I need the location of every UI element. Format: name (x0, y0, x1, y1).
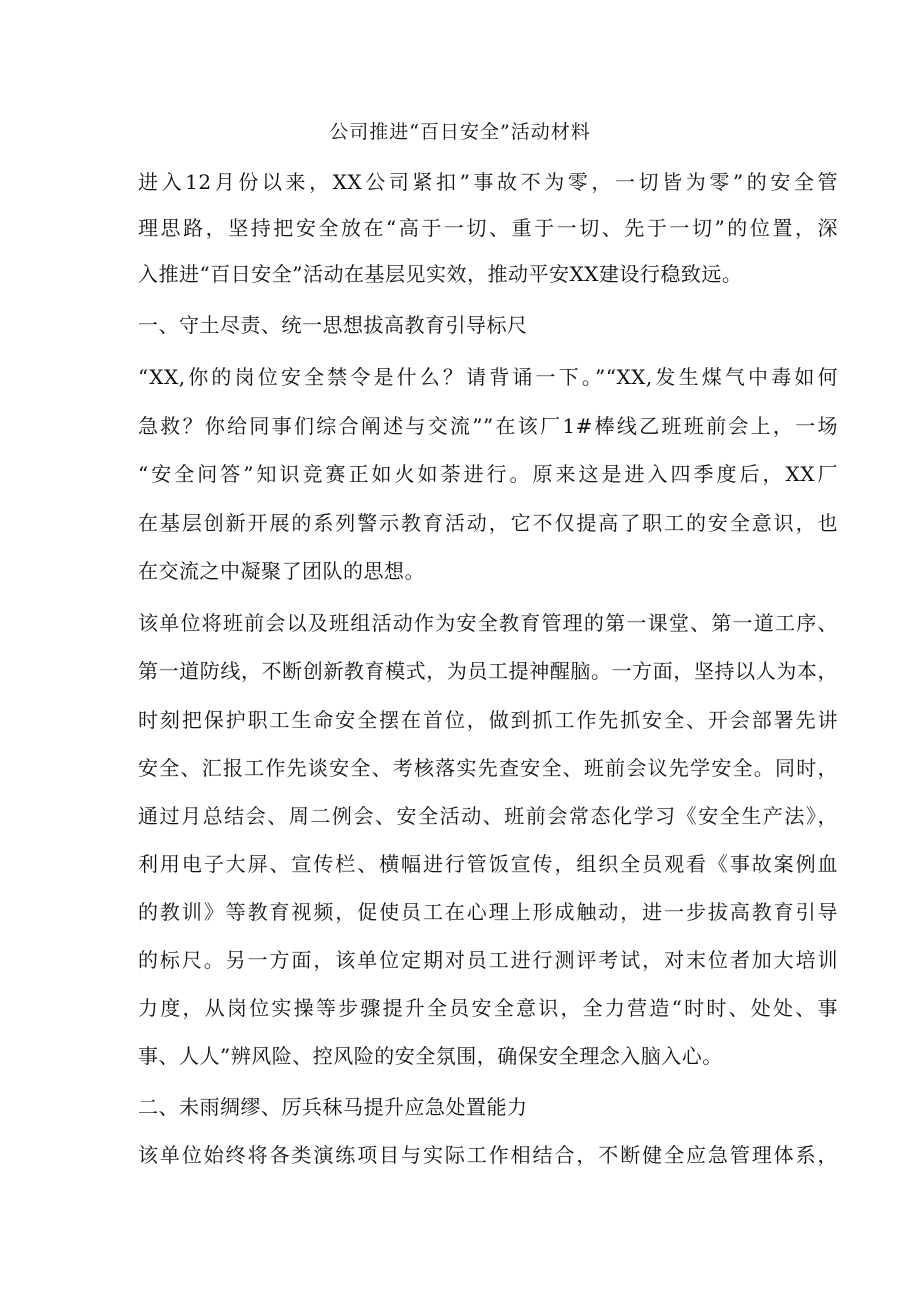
paragraph-line: 入推进“百日安全”活动在基层见实效，推动平安XX建设行稳致远。 (138, 262, 743, 286)
paragraph-line: 第一道防线，不断创新教育模式，为员工提神醒脑。一方面，坚持以人为本， (138, 659, 838, 683)
paragraph-line: 该单位始终将各类演练项目与实际工作相结合，不断健全应急管理体系， (138, 1143, 838, 1167)
paragraph-line: 理思路，坚持把安全放在“高于一切、重于一切、先于一切”的位置，深 (138, 216, 838, 240)
paragraph-line: 进入12月份以来，XX公司紧扣”事故不为零，一切皆为零”的安全管 (138, 170, 838, 194)
document-title: 公司推进“百日安全”活动材料 (329, 121, 591, 143)
paragraph-line: 该单位将班前会以及班组活动作为安全教育管理的第一课堂、第一道工序、 (138, 611, 838, 635)
paragraph-line: 在基层创新开展的系列警示教育活动，它不仅提高了职工的安全意识，也 (138, 511, 838, 535)
paragraph-line: 通过月总结会、周二例会、安全活动、班前会常态化学习《安全生产法》， (138, 804, 838, 828)
paragraph-line: 的教训》等教育视频，促使员工在心理上形成触动，进一步拔高教育引导 (138, 900, 838, 924)
paragraph-line: “安全问答”知识竞赛正如火如荼进行。原来这是进入四季度后，XX厂 (138, 462, 838, 486)
section-heading: 二、未雨绸缪、厉兵秣马提升应急处置能力 (138, 1095, 528, 1119)
paragraph-line: 急救？你给同事们综合阐述与交流””在该厂1#棒线乙班班前会上，一场 (138, 414, 838, 438)
paragraph-line: “XX,你的岗位安全禁令是什么？请背诵一下。”“XX,发生煤气中毒如何 (138, 365, 838, 389)
paragraph-line: 力度，从岗位实操等步骤提升全员安全意识，全力营造“时时、处处、事 (138, 996, 838, 1020)
paragraph-line: 安全、汇报工作先谈安全、考核落实先查安全、班前会议先学安全。同时， (138, 756, 838, 780)
paragraph-line: 的标尺。另一方面，该单位定期对员工进行测评考试，对末位者加大培训 (138, 948, 838, 972)
paragraph-line: 事、人人”辨风险、控风险的安全氛围，确保安全理念入脑入心。 (138, 1044, 723, 1068)
paragraph-line: 时刻把保护职工生命安全摆在首位，做到抓工作先抓安全、开会部署先讲 (138, 708, 838, 732)
paragraph-line: 在交流之中凝聚了团队的思想。 (138, 559, 425, 583)
section-heading: 一、守土尽责、统一思想拔高教育引导标尺 (138, 313, 528, 337)
paragraph-line: 利用电子大屏、宣传栏、横幅进行管饭宣传，组织全员观看《事故案例血 (138, 852, 838, 876)
